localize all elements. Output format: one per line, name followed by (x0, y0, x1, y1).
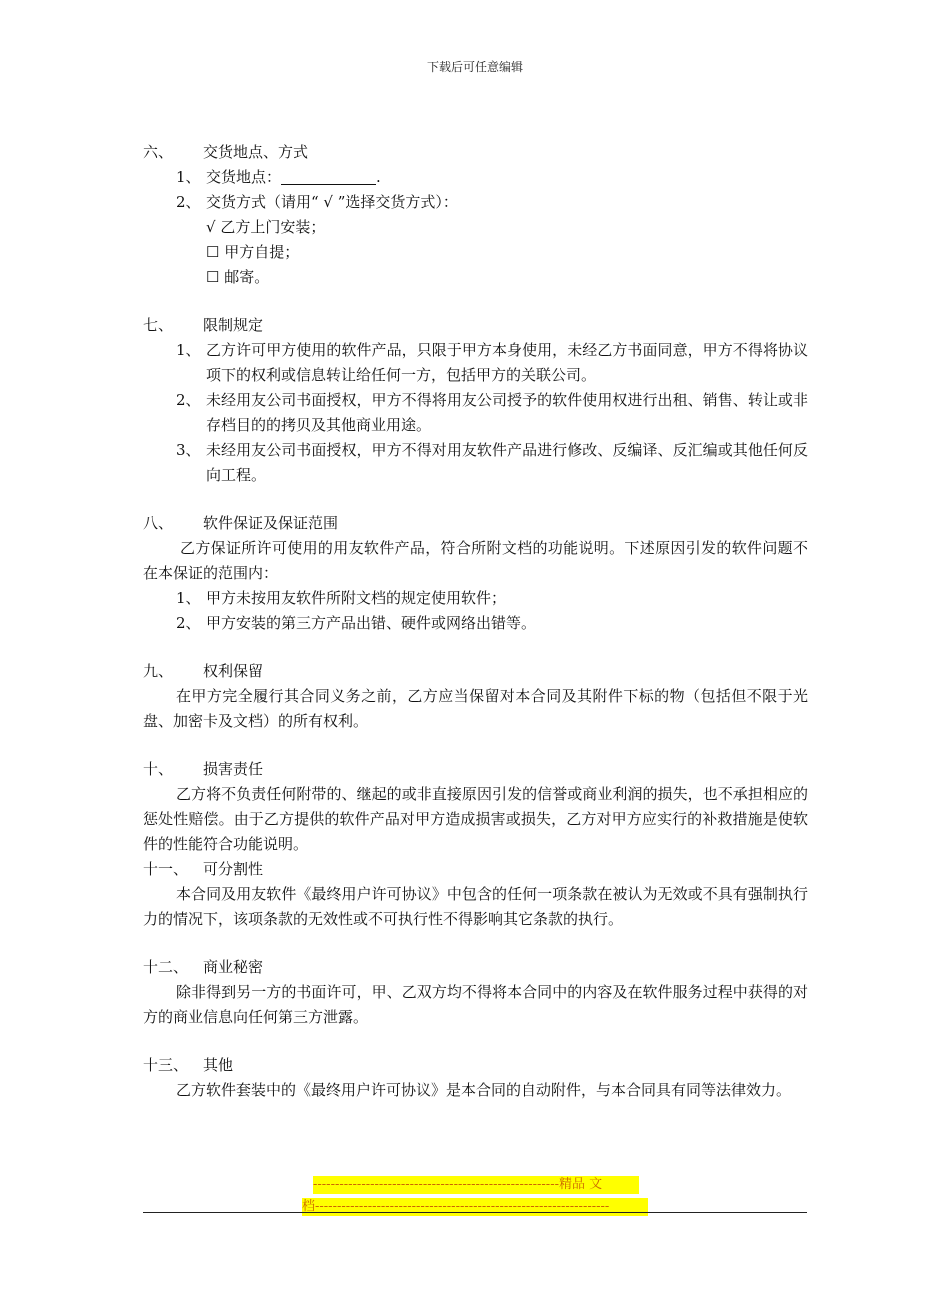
section-number: 七、 (143, 316, 174, 334)
document-body (143, 140, 808, 1103)
section-number: 十三、 (143, 1056, 189, 1074)
delivery-method-label: 交货方式（请用“ √ ”选择交货方式）： (206, 193, 458, 211)
section-title: 交货地点、方式 (203, 143, 309, 161)
option-self-pickup: ☐ 甲方自提； (206, 243, 300, 261)
paragraph: 除非得到另一方的书面许可，甲、乙双方均不得将本合同中的内容及在软件服务过程中获得的对方的商业信息向任何第三方泄露。 (143, 983, 808, 1026)
section-number: 六、 (143, 143, 174, 161)
section-number: 十、 (143, 760, 174, 778)
delivery-location-blank (281, 168, 376, 185)
list-item: 2、 未经用友公司书面授权，甲方不得将用友公司授予的软件使用权进行出租、销售、转让或非存档目的的拷贝及其他商业用途。 (176, 391, 808, 434)
section-number: 十二、 (143, 958, 189, 976)
paragraph: 乙方软件套装中的《最终用户许可协议》是本合同的自动附件，与本合同具有同等法律效力。 (176, 1081, 792, 1099)
list-item: 2、 甲方安装的第三方产品出错、硬件或网络出错等。 (176, 614, 537, 632)
section-title: 可分割性 (203, 860, 264, 878)
footer-watermark (302, 1176, 650, 1220)
footer-line-2: 档------------------------------------------------------------------- (302, 1198, 648, 1216)
section-10-heading (143, 757, 808, 782)
section-8-heading (143, 511, 808, 536)
list-item: 3、 未经用友公司书面授权，甲方不得对用友软件产品进行修改、反编译、反汇编或其他任何反向工程。 (176, 441, 808, 484)
section-6-heading (143, 140, 808, 165)
section-12-heading (143, 955, 808, 980)
section-7-heading (143, 313, 808, 338)
section-13-heading (143, 1053, 808, 1078)
section-title: 损害责任 (203, 760, 264, 778)
section-title: 其他 (203, 1056, 234, 1074)
page-header: 下载后可任意编辑 (426, 60, 523, 74)
paragraph: 乙方将不负责任何附带的、继起的或非直接原因引发的信誉或商业利润的损失，也不承担相应的惩处性赔偿。由于乙方提供的软件产品对甲方造成损害或损失，乙方对甲方应实行的补救措施是使软件的性能符合功能说明。 (143, 785, 808, 853)
option-onsite: √ 乙方上门安装； (206, 218, 326, 236)
delivery-location-label: 交货地点： (206, 168, 282, 186)
section-number: 十一、 (143, 860, 189, 878)
list-item: 1、 乙方许可甲方使用的软件产品，只限于甲方本身使用，未经乙方书面同意，甲方不得将协议项下的权利或信息转让给任何一方，包括甲方的关联公司。 (176, 341, 808, 384)
list-item: 2、 交货方式（请用“ √ ”选择交货方式）： (143, 190, 808, 215)
section-title: 限制规定 (203, 316, 264, 334)
option-mail: ☐ 邮寄。 (206, 268, 270, 286)
paragraph: 本合同及用友软件《最终用户许可协议》中包含的任何一项条款在被认为无效或不具有强制执行力的情况下，该项条款的无效性或不可执行性不得影响其它条款的执行。 (143, 885, 808, 928)
section-title: 软件保证及保证范围 (203, 514, 339, 532)
section-number: 八、 (143, 514, 174, 532)
list-item: 1、 交货地点： . (176, 168, 381, 186)
footer-divider (143, 1212, 807, 1213)
section-11-heading (143, 857, 808, 882)
section-title: 权利保留 (203, 662, 264, 680)
section-9-heading (143, 659, 808, 684)
footer-line-1: --------------------------------------------------------精品 文 (313, 1176, 639, 1194)
section-title: 商业秘密 (203, 958, 264, 976)
list-item: 1、 甲方未按用友软件所附文档的规定使用软件； (176, 589, 507, 607)
paragraph: 乙方保证所许可使用的用友软件产品，符合所附文档的功能说明。下述原因引发的软件问题不在本保证的范围内： (143, 539, 808, 582)
section-number: 九、 (143, 662, 174, 680)
paragraph: 在甲方完全履行其合同义务之前，乙方应当保留对本合同及其附件下标的物（包括但不限于光盘、加密卡及文档）的所有权利。 (143, 687, 808, 730)
